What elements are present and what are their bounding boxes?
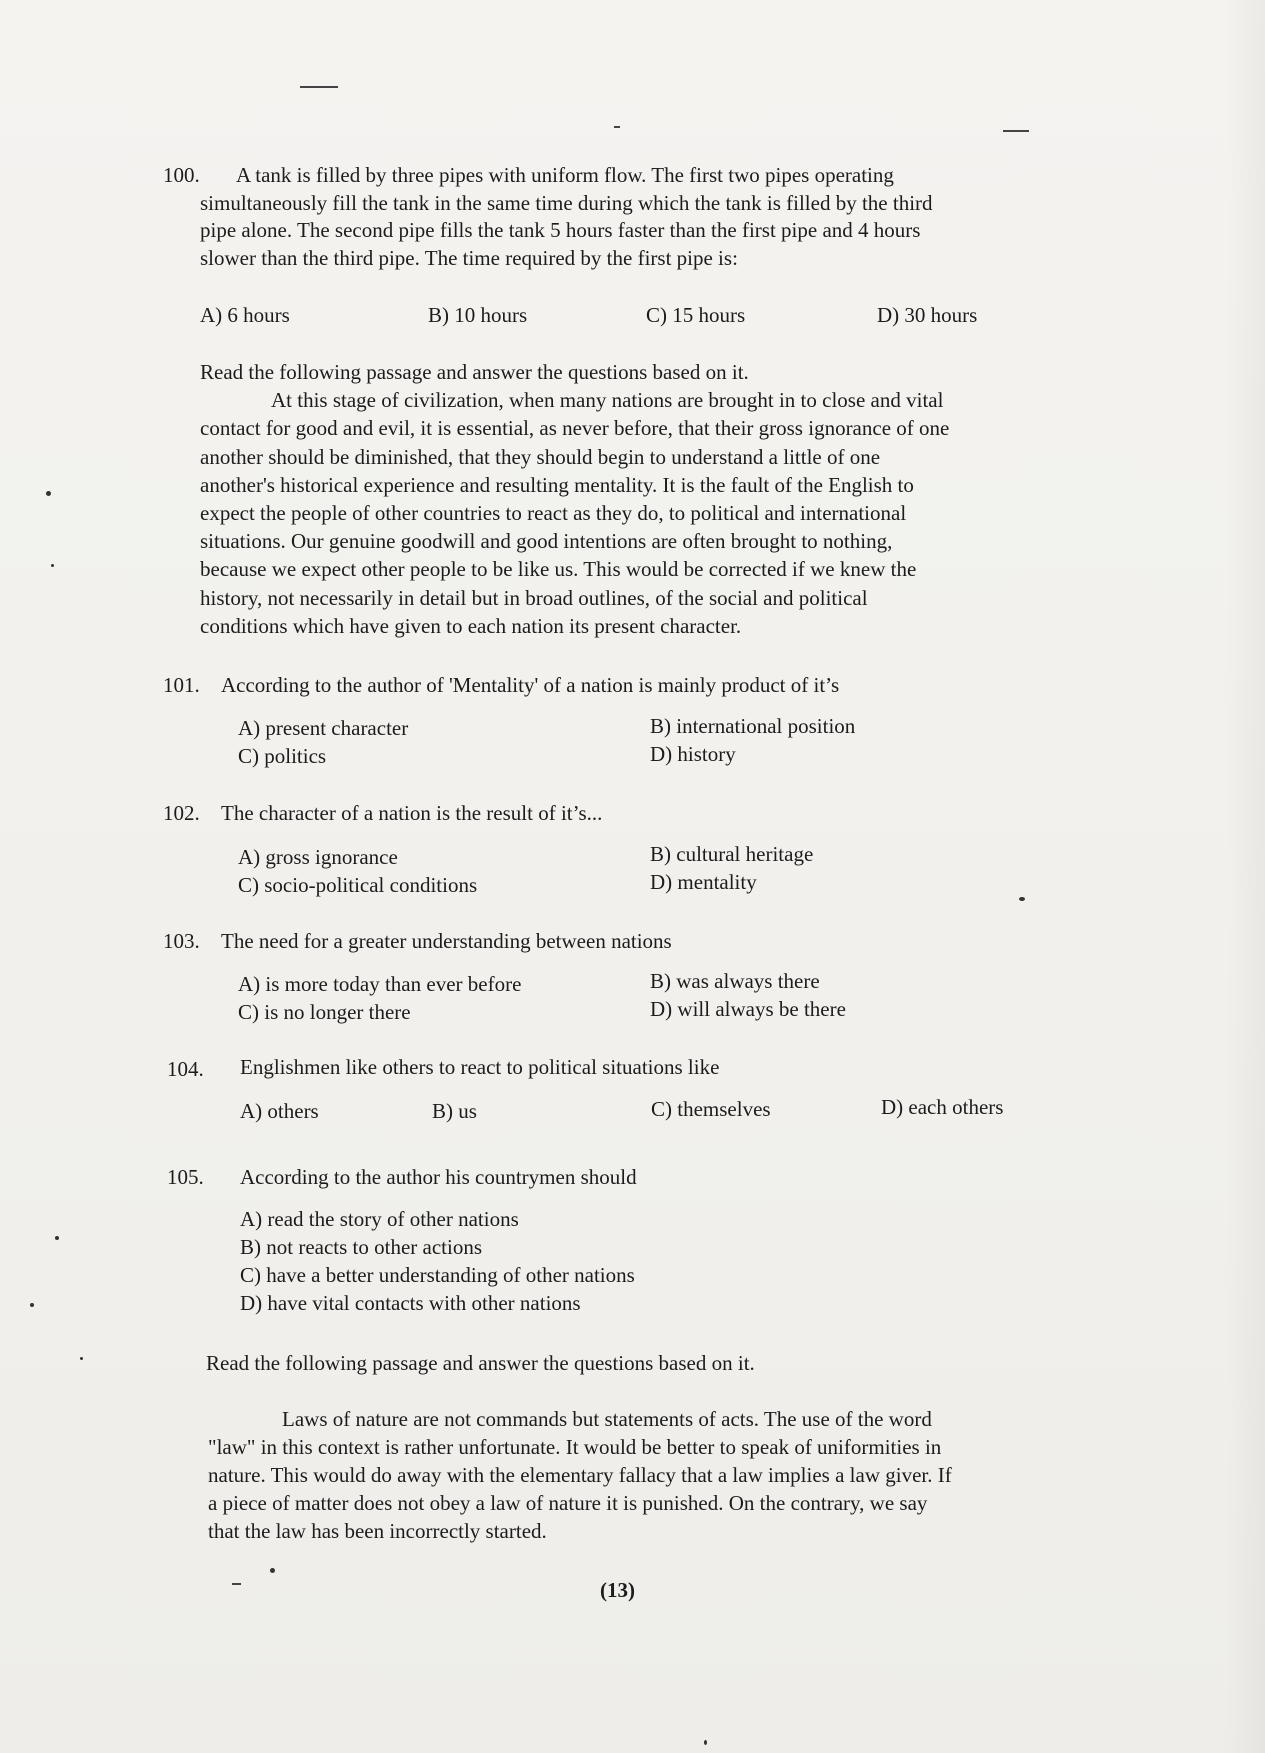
passage-line: situations. Our genuine goodwill and good intentions are often brought to nothing, bbox=[200, 529, 893, 553]
question-number: 101. bbox=[163, 673, 200, 697]
passage-line: nature. This would do away with the elementary fallacy that a law implies a law giver. If bbox=[208, 1463, 952, 1487]
passage-line: contact for good and evil, it is essential, as never before, that their gross ignorance of one bbox=[200, 416, 950, 440]
scan-speck bbox=[55, 1236, 59, 1240]
option-c: C) 15 hours bbox=[646, 303, 746, 327]
question-stem: According to the author of 'Mentality' of a nation is mainly product of it’s bbox=[221, 673, 840, 697]
option-b: B) not reacts to other actions bbox=[240, 1235, 483, 1259]
passage-line: expect the people of other countries to react as they do, to political and international bbox=[200, 501, 907, 525]
option-a: A) gross ignorance bbox=[238, 845, 398, 869]
scan-speck bbox=[270, 1568, 275, 1573]
passage-instruction: Read the following passage and answer the questions based on it. bbox=[200, 360, 749, 384]
question-number: 104. bbox=[167, 1057, 204, 1081]
passage-line: At this stage of civilization, when many nations are brought in to close and vital bbox=[271, 388, 944, 412]
option-c: C) have a better understanding of other nations bbox=[240, 1263, 635, 1287]
passage-instruction: Read the following passage and answer the questions based on it. bbox=[206, 1351, 755, 1375]
passage-line: another should be diminished, that they should begin to understand a little of one bbox=[200, 445, 881, 469]
passage-line: another's historical experience and resulting mentality. It is the fault of the English to bbox=[200, 473, 914, 497]
passage-line: history, not necessarily in detail but in broad outlines, of the social and political bbox=[200, 586, 868, 610]
passage-line: that the law has been incorrectly started. bbox=[208, 1519, 547, 1543]
passage-line: Laws of nature are not commands but statements of acts. The use of the word bbox=[282, 1407, 932, 1431]
option-c: C) is no longer there bbox=[238, 1000, 411, 1024]
option-d: D) each others bbox=[881, 1095, 1004, 1119]
option-b: B) 10 hours bbox=[428, 303, 528, 327]
option-a: A) 6 hours bbox=[200, 303, 290, 327]
scan-shadow bbox=[1225, 0, 1265, 1753]
option-b: B) cultural heritage bbox=[650, 842, 814, 866]
page-number: (13) bbox=[600, 1578, 635, 1602]
passage-line: a piece of matter does not obey a law of nature it is punished. On the contrary, we say bbox=[208, 1491, 928, 1515]
option-c: C) themselves bbox=[651, 1097, 771, 1121]
scan-mark bbox=[300, 86, 338, 88]
option-a: A) read the story of other nations bbox=[240, 1207, 519, 1231]
question-stem: The need for a greater understanding between nations bbox=[221, 929, 672, 953]
option-d: D) 30 hours bbox=[877, 303, 978, 327]
question-stem: According to the author his countrymen should bbox=[240, 1165, 637, 1189]
option-d: D) mentality bbox=[650, 870, 757, 894]
passage-line: because we expect other people to be like us. This would be corrected if we knew the bbox=[200, 557, 917, 581]
option-a: A) others bbox=[240, 1099, 319, 1123]
option-d: D) history bbox=[650, 742, 736, 766]
option-b: B) international position bbox=[650, 714, 856, 738]
option-a: A) is more today than ever before bbox=[238, 972, 522, 996]
question-text-line: pipe alone. The second pipe fills the tank 5 hours faster than the first pipe and 4 hours bbox=[200, 218, 921, 242]
option-c: C) politics bbox=[238, 744, 327, 768]
option-a: A) present character bbox=[238, 716, 409, 740]
scan-mark bbox=[614, 126, 620, 128]
scan-speck bbox=[51, 564, 54, 567]
scan-mark bbox=[232, 1583, 241, 1585]
passage-line: conditions which have given to each nation its present character. bbox=[200, 614, 742, 638]
question-number: 103. bbox=[163, 929, 200, 953]
option-d: D) have vital contacts with other nations bbox=[240, 1291, 581, 1315]
scan-speck bbox=[46, 491, 51, 496]
scan-speck bbox=[30, 1303, 34, 1307]
scan-speck bbox=[1019, 897, 1025, 901]
option-b: B) was always there bbox=[650, 969, 820, 993]
option-d: D) will always be there bbox=[650, 997, 846, 1021]
scan-mark bbox=[1003, 130, 1029, 132]
option-b: B) us bbox=[432, 1099, 477, 1123]
question-number: 105. bbox=[167, 1165, 204, 1189]
scan-speck bbox=[704, 1740, 707, 1745]
question-stem: Englishmen like others to react to political situations like bbox=[240, 1055, 720, 1079]
question-stem: The character of a nation is the result of it’s... bbox=[221, 801, 603, 825]
question-text-line: A tank is filled by three pipes with uniform flow. The first two pipes operating bbox=[236, 163, 894, 187]
question-number: 100. bbox=[163, 163, 200, 187]
question-text-line: slower than the third pipe. The time required by the first pipe is: bbox=[200, 246, 738, 270]
question-text-line: simultaneously fill the tank in the same time during which the tank is filled by the third bbox=[200, 191, 933, 215]
option-c: C) socio-political conditions bbox=[238, 873, 478, 897]
question-number: 102. bbox=[163, 801, 200, 825]
scan-speck bbox=[80, 1357, 83, 1360]
passage-line: "law" in this context is rather unfortunate. It would be better to speak of uniformities in bbox=[208, 1435, 942, 1459]
